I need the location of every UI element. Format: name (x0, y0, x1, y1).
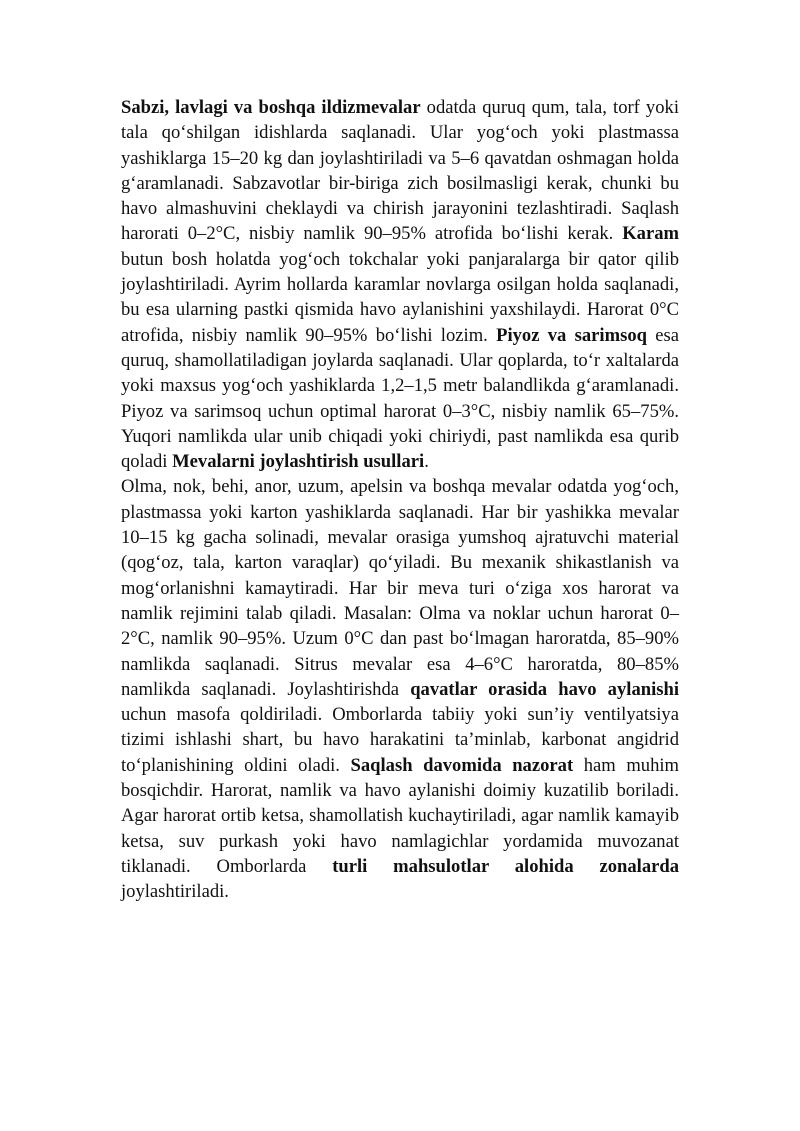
text-closing: joylashtiriladi. (121, 881, 229, 903)
text-ventilation: uchun masofa qoldiriladi. Omborlarda tabiiy yoki sun’iy ventilyatsiya tizimi ishlashi shart, bu havo harakatini ta’minlab, karbonat angidrid to‘planishining oldini oladi. (121, 704, 679, 776)
heading-cabbage: Karam (622, 223, 679, 245)
heading-storage-control: Saqlash davomida nazorat (350, 754, 574, 776)
text-fruits: Olma, nok, behi, anor, uzum, apelsin va boshqa mevalar odatda yog‘och, plastmassa yoki karton yashiklarda saqlanadi. Har bir yashikka mevalar 10–15 kg gacha solinadi, mevalar orasiga yumshoq ajratuvchi material (qog‘oz, tala, karton varaqlar) qo‘yiladi. Bu mexanik shikastlanish va mog‘orlanishni kamaytiradi. Har bir meva turi o‘ziga xos harorat va namlik rejimini talab qiladi. Masalan: Olma va noklar uchun harorat 0–2°C, namlik 90–95%. Uzum 0°C dan past bo‘lmagan haroratda, 85–90% namlikda saqlanadi. Sitrus mevalar esa 4–6°C haroratda, 80–85% namlikda saqlanadi. Joylashtirishda (121, 476, 679, 700)
paragraph-vegetables (121, 95, 679, 474)
heading-root-vegetables: Sabzi, lavlagi va boshqa ildizmevalar (121, 97, 421, 118)
text-onion-garlic: esa quruq, shamollatiladigan joylarda saqlanadi. Ular qoplarda, to‘r xaltalarda yoki maxsus yog‘och yashiklarda 1,2–1,5 metr balandlikda g‘aramlanadi. Piyoz va sarimsoq uchun optimal harorat 0–3°C, nisbiy namlik 65–75%. Yuqori namlikda ular unib chiqadi yoki chiriydi, past namlikda esa qurib qoladi (121, 324, 680, 473)
text-cabbage: butun bosh holatda yog‘och tokchalar yoki panjaralarga bir qator qilib joylashtiriladi. Ayrim hollarda karamlar novlarga osilgan holda saqlanadi, bu esa ularning pastki qismida havo aylanishini yaxshilaydi. Harorat 0°C atrofida, nisbiy namlik 90–95% bo‘lishi lozim. (121, 248, 679, 346)
text-monitoring: ham muhim bosqichdir. Harorat, namlik va havo aylanishi doimiy kuzatilib boriladi. Agar harorat ortib ketsa, shamollatish kuchaytiriladi, agar namlik kamayib ketsa, suv purkash yoki havo namlagichlar yordamida muvozanat tiklanadi. Omborlarda (121, 754, 679, 877)
heading-separate-zones: turli mahsulotlar alohida zonalarda (332, 855, 680, 877)
text-period: . (424, 451, 429, 473)
text-root-vegetables: odatda quruq qum, tala, torf yoki tala qo‘shilgan idishlarda saqlanadi. Ular yog‘och yoki plastmassa yashiklarga 15–20 kg dan joylashtiriladi va 5–6 qavatdan oshmagan holda g‘aramlanadi. Sabzavotlar bir-biriga zich bosilmasligi kerak, chunki bu havo almashuvini cheklaydi va chirish jarayonini tezlashtiradi. Saqlash harorati 0–2°C, nisbiy namlik 90–95% atrofida bo‘lishi kerak. (121, 97, 679, 245)
heading-fruit-placement: Mevalarni joylashtirish usullari (172, 451, 425, 473)
body-text (121, 95, 679, 905)
heading-onion-garlic: Piyoz va sarimsoq (496, 324, 647, 346)
heading-air-circulation: qavatlar orasida havo aylanishi (410, 678, 679, 700)
paragraph-fruits (121, 474, 679, 904)
